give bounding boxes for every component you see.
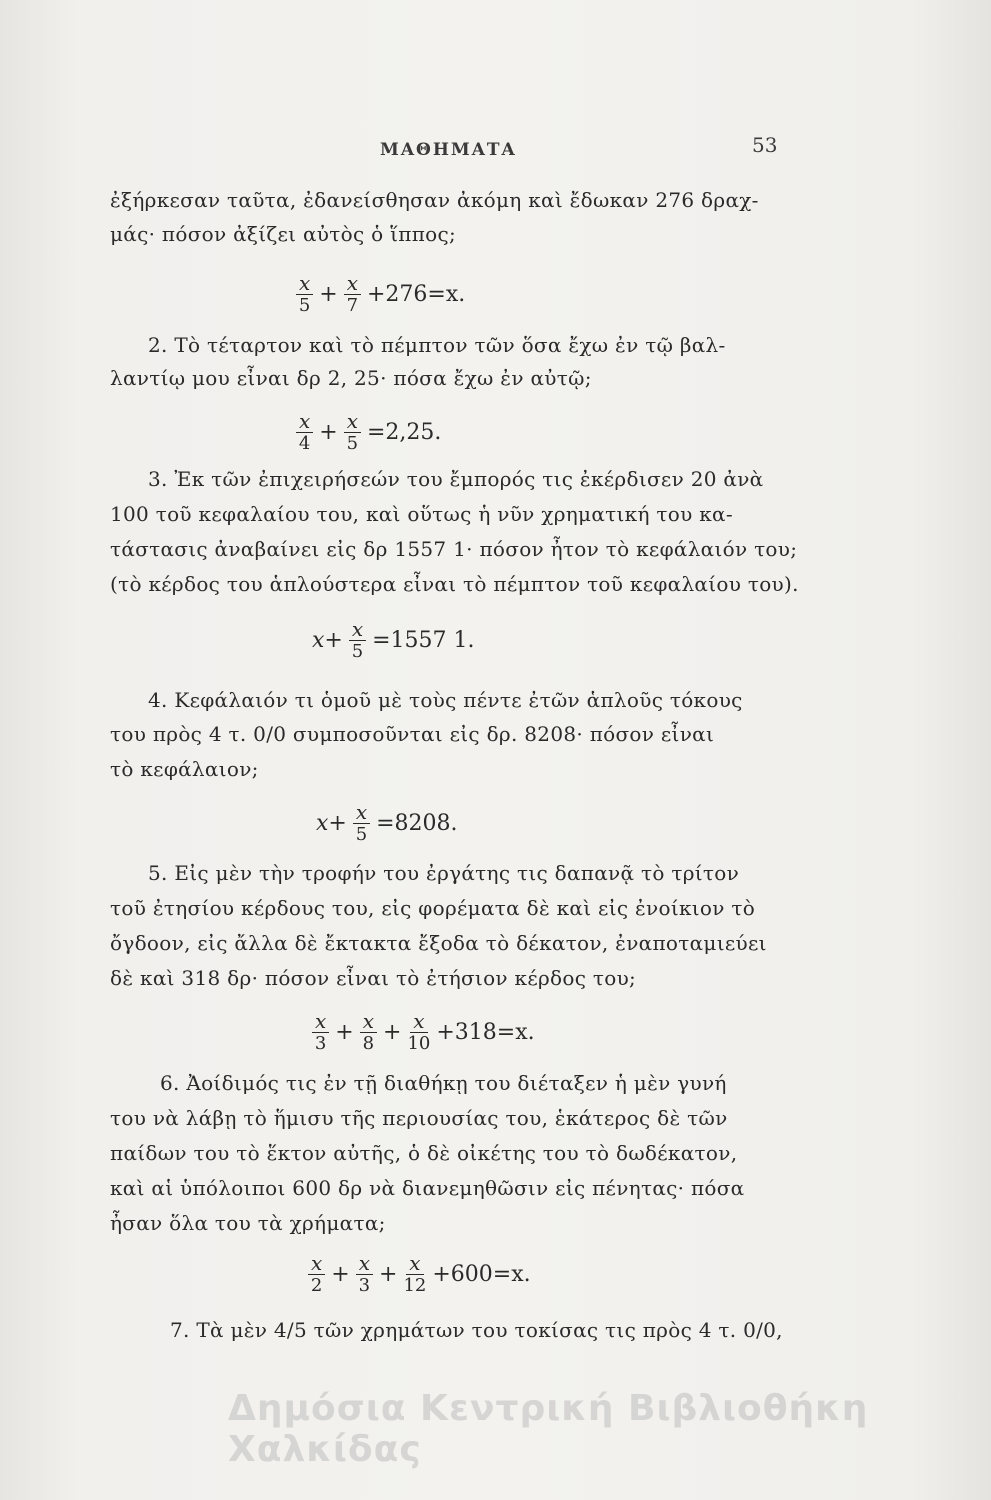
text-line: του νὰ λάβῃ τὸ ἥμισυ τῆς περιουσίας του, ἑκάτερος δὲ τῶν bbox=[110, 1106, 728, 1130]
equation-4: x+ $\frac{x}{5}$ =8208. bbox=[316, 800, 458, 845]
equation-6: $\frac{x}{2}$ + $\frac{x}{3}$ + $\frac{x}{12}$ +600=x. bbox=[308, 1252, 531, 1297]
text-line: δὲ καὶ 318 δρ· πόσον εἶναι τὸ ἐτήσιον κέρδος του; bbox=[110, 966, 637, 990]
text-line: τὸ κεφάλαιον; bbox=[110, 757, 259, 781]
library-watermark: Δημόσια Κεντρική Βιβλιοθήκη Χαλκίδας bbox=[228, 1388, 869, 1470]
text-line: λαντίῳ μου εἶναι δρ 2, 25· πόσα ἔχω ἐν αὐτῷ; bbox=[110, 366, 592, 390]
text-line: τάστασις ἀναβαίνει εἰς δρ 1557 1· πόσον ἦτον τὸ κεφάλαιόν του; bbox=[110, 537, 798, 561]
text-line: 6. Ἀοίδιμός τις ἐν τῇ διαθήκῃ του διέταξεν ἡ μὲν γυνή bbox=[160, 1071, 727, 1095]
text-line: μάς· πόσον ἀξίζει αὐτὸς ὁ ἵππος; bbox=[110, 222, 457, 246]
text-line: τοῦ ἐτησίου κέρδους του, εἰς φορέματα δὲ καὶ εἰς ἐνοίκιον τὸ bbox=[110, 896, 756, 920]
text-line: 5. Εἰς μὲν τὴν τροφήν του ἐργάτης τις δαπανᾷ τὸ τρίτον bbox=[148, 861, 740, 885]
equation-1: $\frac{x}{5}$ + $\frac{x}{7}$ +276=x. bbox=[296, 272, 465, 317]
equation-5: $\frac{x}{3}$ + $\frac{x}{8}$ + $\frac{x}{10}$ +318=x. bbox=[312, 1010, 535, 1055]
text-line: καὶ αἱ ὑπόλοιποι 600 δρ νὰ διανεμηθῶσιν εἰς πένητας· πόσα bbox=[110, 1176, 745, 1200]
text-line: 2. Τὸ τέταρτον καὶ τὸ πέμπτον τῶν ὅσα ἔχω ἐν τῷ βαλ- bbox=[148, 333, 726, 357]
text-line: 100 τοῦ κεφαλαίου του, καὶ οὕτως ἡ νῦν χρηματική του κα- bbox=[110, 502, 733, 526]
text-line: ὄγδοον, εἰς ἄλλα δὲ ἔκτακτα ἔξοδα τὸ δέκατον, ἐναποταμιεύει bbox=[110, 931, 767, 955]
text-line: ἐξήρκεσαν ταῦτα, ἐδανείσθησαν ἀκόμη καὶ ἔδωκαν 276 δραχ- bbox=[110, 188, 759, 212]
text-line: 7. Τὰ μὲν 4/5 τῶν χρημάτων του τοκίσας τις πρὸς 4 τ. 0/0, bbox=[170, 1318, 783, 1342]
running-header: ΜΑΘΗΜΑΤΑ bbox=[380, 140, 517, 160]
text-line: ἦσαν ὅλα του τὰ χρήματα; bbox=[110, 1211, 386, 1235]
text-line: 3. Ἐκ τῶν ἐπιχειρήσεών του ἔμπορός τις ἐκέρδισεν 20 ἀνὰ bbox=[148, 467, 764, 491]
text-line: 4. Κεφάλαιόν τι ὁμοῦ μὲ τοὺς πέντε ἐτῶν ἁπλοῦς τόκους bbox=[148, 688, 743, 712]
page-number: 53 bbox=[752, 133, 778, 157]
text-line: παίδων του τὸ ἕκτον αὐτῆς, ὁ δὲ οἰκέτης του τὸ δωδέκατον, bbox=[110, 1141, 738, 1165]
text-line: (τὸ κέρδος του ἁπλούστερα εἶναι τὸ πέμπτον τοῦ κεφαλαίου του). bbox=[110, 572, 799, 596]
equation-3: x+ $\frac{x}{5}$ =1557 1. bbox=[312, 617, 475, 662]
text-line: του πρὸς 4 τ. 0/0 συμποσοῦνται εἰς δρ. 8208· πόσον εἶναι bbox=[110, 722, 715, 746]
equation-2: $\frac{x}{4}$ + $\frac{x}{5}$ =2,25. bbox=[296, 410, 441, 455]
